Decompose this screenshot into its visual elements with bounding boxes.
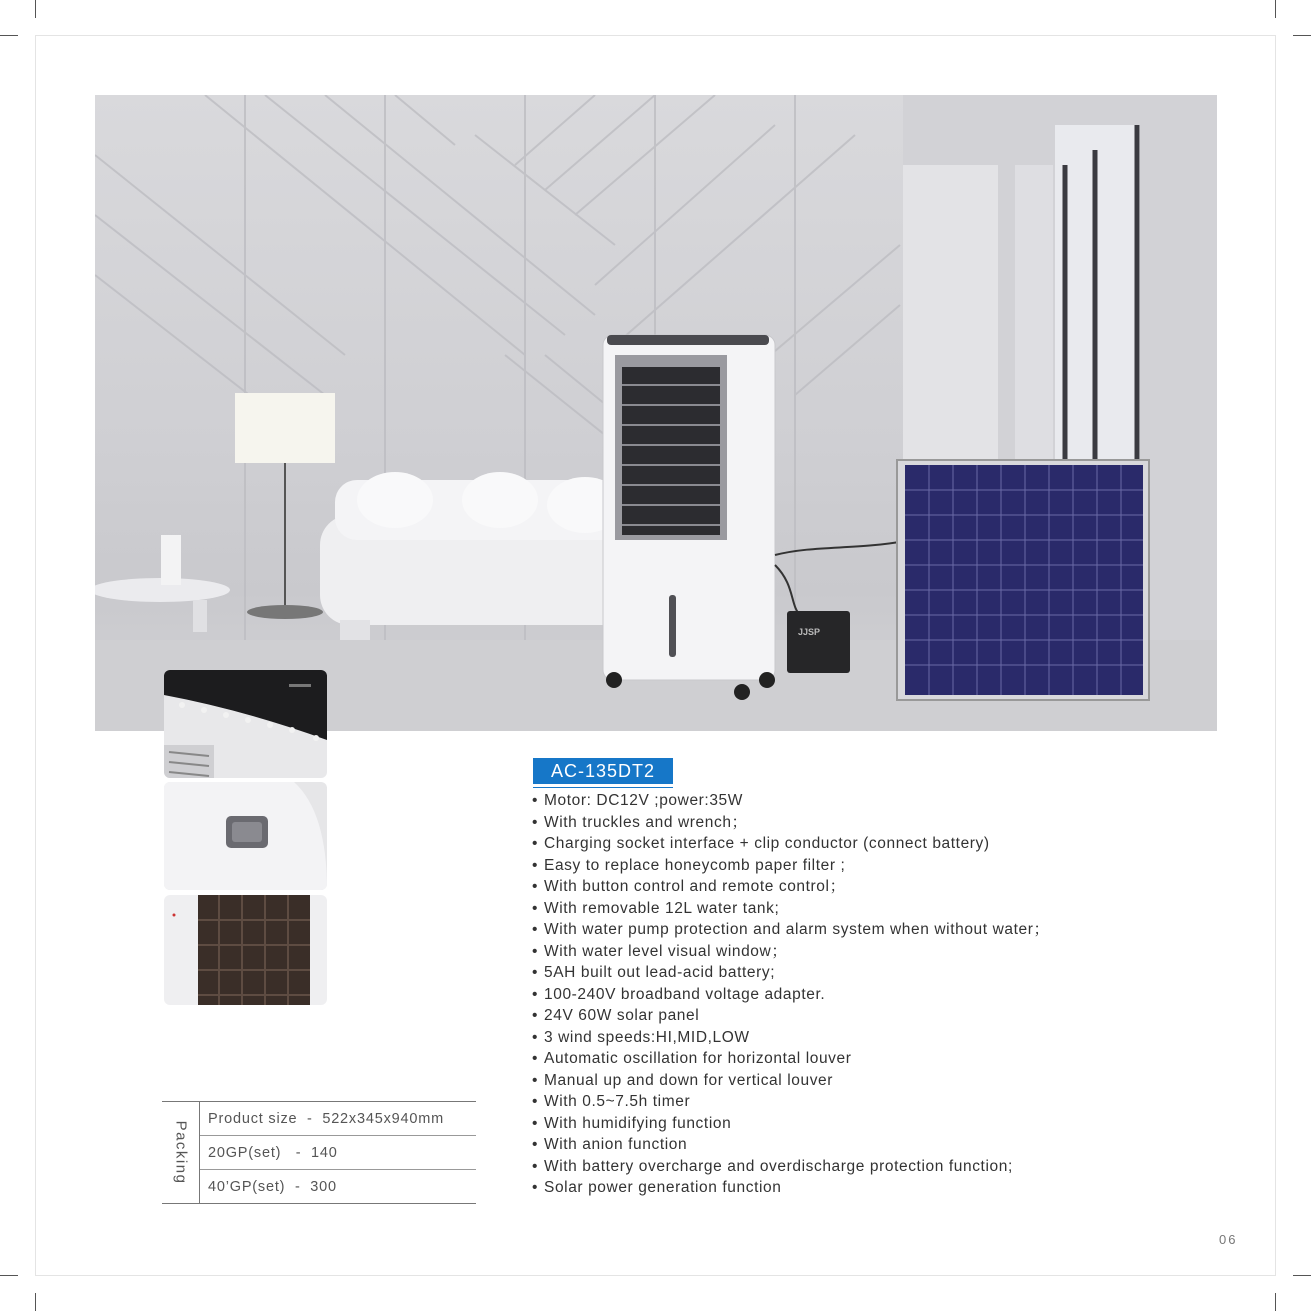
packing-row-40gp: 40’GP(set) - 300 [208,1179,337,1195]
feature-item: • 24V 60W solar panel [532,1005,1212,1027]
bullet-icon: • [532,813,539,831]
feature-item: • Manual up and down for vertical louver [532,1070,1212,1092]
room-scene-illustration [95,95,1217,731]
bullet-icon: • [532,985,539,1003]
feature-item: • Charging socket interface + clip conductor (connect battery) [532,833,1212,855]
feature-item: • With 0.5~7.5h timer [532,1091,1212,1113]
bullet-icon: • [532,1179,539,1196]
crop-mark [1293,35,1311,36]
hero-product-photo [95,95,1217,731]
feature-item: • With humidifying function [532,1113,1212,1135]
feature-item: • With battery overcharge and overdischarge protection function; [532,1156,1212,1178]
crop-mark [1293,1275,1311,1276]
thumbnail-control-panel [164,670,327,778]
crop-mark [1275,0,1276,18]
bullet-icon: • [532,1157,539,1175]
crop-mark [0,1275,18,1276]
feature-item: • With water level visual window； [532,941,1212,963]
feature-item: • 100-240V broadband voltage adapter. [532,984,1212,1006]
bullet-icon: • [532,942,539,960]
feature-item: • With water pump protection and alarm system when without water； [532,919,1212,941]
bullet-icon: • [532,964,539,981]
bullet-icon: • [532,1050,539,1067]
feature-item: • Automatic oscillation for horizontal louver [532,1048,1212,1070]
feature-list [532,790,1212,1199]
feature-item: • With anion function [532,1134,1212,1156]
bullet-icon: • [532,878,539,895]
crop-mark [35,1293,36,1311]
thumbnail-side-handle [164,782,327,890]
packing-label: Packing [172,1120,190,1184]
page-number: 06 [1219,1232,1238,1247]
feature-item: • 5AH built out lead-acid battery; [532,962,1212,984]
bullet-icon: • [532,1028,539,1046]
packing-row-product-size: Product size - 522x345x940mm [208,1111,444,1127]
crop-mark [35,0,36,18]
bullet-icon: • [532,1136,539,1153]
bullet-icon: • [532,1114,539,1132]
feature-item: • Solar power generation function [532,1177,1212,1199]
bullet-icon: • [532,1093,539,1110]
model-badge: AC-135DT2 [533,758,673,784]
bullet-icon: • [532,1007,539,1024]
feature-item: • Easy to replace honeycomb paper filter ; [532,855,1212,877]
feature-item: • 3 wind speeds:HI,MID,LOW [532,1027,1212,1049]
crop-mark [0,35,18,36]
thumbnail-honeycomb-filter [164,895,327,1005]
battery-brand-text: JJSP [798,627,821,637]
crop-mark [1275,1293,1276,1311]
bullet-icon: • [532,1071,539,1089]
bullet-icon: • [532,835,539,852]
feature-item: • Motor: DC12V ;power:35W [532,790,1212,812]
bullet-icon: • [532,921,539,938]
badge-underline [533,787,673,788]
bullet-icon: • [532,792,539,809]
bullet-icon: • [532,856,539,874]
feature-item: • With truckles and wrench； [532,812,1212,834]
packing-row-20gp: 20GP(set) - 140 [208,1145,338,1161]
feature-item: • With button control and remote control； [532,876,1212,898]
feature-item: • With removable 12L water tank; [532,898,1212,920]
bullet-icon: • [532,899,539,917]
